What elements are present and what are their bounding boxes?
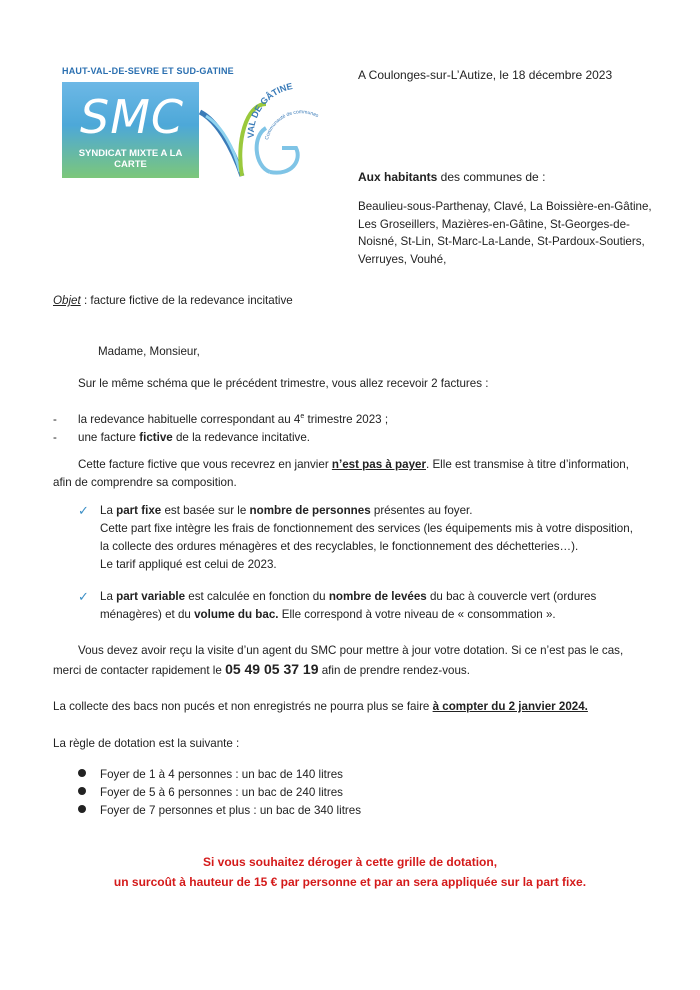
recipients-heading bbox=[358, 170, 545, 184]
logo-top-text: HAUT-VAL-DE-SEVRE ET SUD-GATINE bbox=[62, 66, 234, 76]
communes-line: Verruyes, Vouhé, bbox=[358, 252, 447, 266]
regle-paragraph: La règle de dotation est la suivante : bbox=[53, 737, 240, 750]
communes-line: Noisné, St-Lin, St-Marc-La-Lande, St-Pardoux-Soutiers, bbox=[358, 235, 645, 248]
object-text: : facture fictive de la redevance incitative bbox=[80, 294, 293, 307]
object-label: Objet bbox=[53, 294, 81, 307]
dotation-list bbox=[78, 766, 361, 820]
recipients-bold: Aux habitants bbox=[358, 170, 438, 184]
list-item: Foyer de 7 personnes et plus : un bac de 340 litres bbox=[78, 802, 361, 820]
part-variable-section: ✓ La part variable est calculée en fonction du nombre de levées du bac à couvercle vert (ordures ménagères) et du volume du bac. Elle correspond à votre niveau de « consommation ». bbox=[78, 589, 597, 621]
logo-sub-text: SYNDICAT MIXTE A LA CARTE bbox=[78, 148, 183, 170]
communes-line: Beaulieu-sous-Parthenay, Clavé, La Boissière-en-Gâtine, bbox=[358, 200, 652, 213]
salutation: Madame, Monsieur, bbox=[98, 345, 200, 358]
logo-word: SMC bbox=[80, 90, 185, 144]
checkmark-icon: ✓ bbox=[78, 503, 89, 518]
place-date: A Coulonges-sur-L’Autize, le 18 décembre 2023 bbox=[358, 68, 613, 82]
recipients-rest: des communes de : bbox=[437, 170, 546, 184]
collecte-paragraph: La collecte des bacs non pucés et non enregistrés ne pourra plus se faire à compter du 2 janvier 2024. bbox=[53, 700, 588, 713]
vg-arc-text: VAL DE GÂTINE bbox=[245, 81, 294, 139]
part-fixe-section: ✓ La part fixe est basée sur le nombre de personnes présentes au foyer. Cette part fixe intègre les frais de fonctionnement des services (les équipements mis à votre disposition, la collecte des ordures ménagères et des recyclables, le fonctionnement des déchetteries…). Le tarif appliqué est celui de 2023. bbox=[78, 503, 633, 571]
smc-logo bbox=[62, 66, 234, 182]
communes-list bbox=[358, 198, 652, 268]
fictive-paragraph: Cette facture fictive que vous recevrez en janvier n’est pas à payer. Elle est transmise à titre d’information, afin de comprendre sa composition. bbox=[53, 458, 629, 489]
vg-sub-text: Communauté de communes bbox=[264, 109, 320, 141]
intro-paragraph: Sur le même schéma que le précédent trimestre, vous allez recevoir 2 factures : bbox=[78, 377, 489, 390]
object-line bbox=[53, 292, 653, 310]
list-item: Foyer de 1 à 4 personnes : un bac de 140 litres bbox=[78, 766, 361, 784]
checkmark-icon: ✓ bbox=[78, 589, 89, 604]
phone-number: 05 49 05 37 19 bbox=[225, 661, 319, 677]
smc-logo-box bbox=[62, 82, 199, 178]
invoice-list bbox=[53, 408, 388, 447]
invoice-item: - une facture fictive de la redevance incitative. bbox=[53, 430, 311, 444]
warning-text: Si vous souhaitez déroger à cette grille de dotation, un surcoût à hauteur de 15 € par personne et par an sera appliquée sur la part fixe. bbox=[113, 855, 587, 889]
list-item: Foyer de 5 à 6 personnes : un bac de 240 litres bbox=[78, 784, 361, 802]
val-de-gatine-logo bbox=[196, 76, 346, 186]
visit-paragraph: Vous devez avoir reçu la visite d’un agent du SMC pour mettre à jour votre dotation. Si ce n’est pas le cas, merci de contacter rapidement le 05 49 05 37 19 afin de prendre rendez-vous. bbox=[53, 644, 624, 677]
communes-line: Les Groseillers, Mazières-en-Gâtine, St-Georges-de- bbox=[358, 217, 630, 231]
invoice-item: - la redevance habituelle correspondant au 4e trimestre 2023 ; bbox=[53, 412, 389, 426]
